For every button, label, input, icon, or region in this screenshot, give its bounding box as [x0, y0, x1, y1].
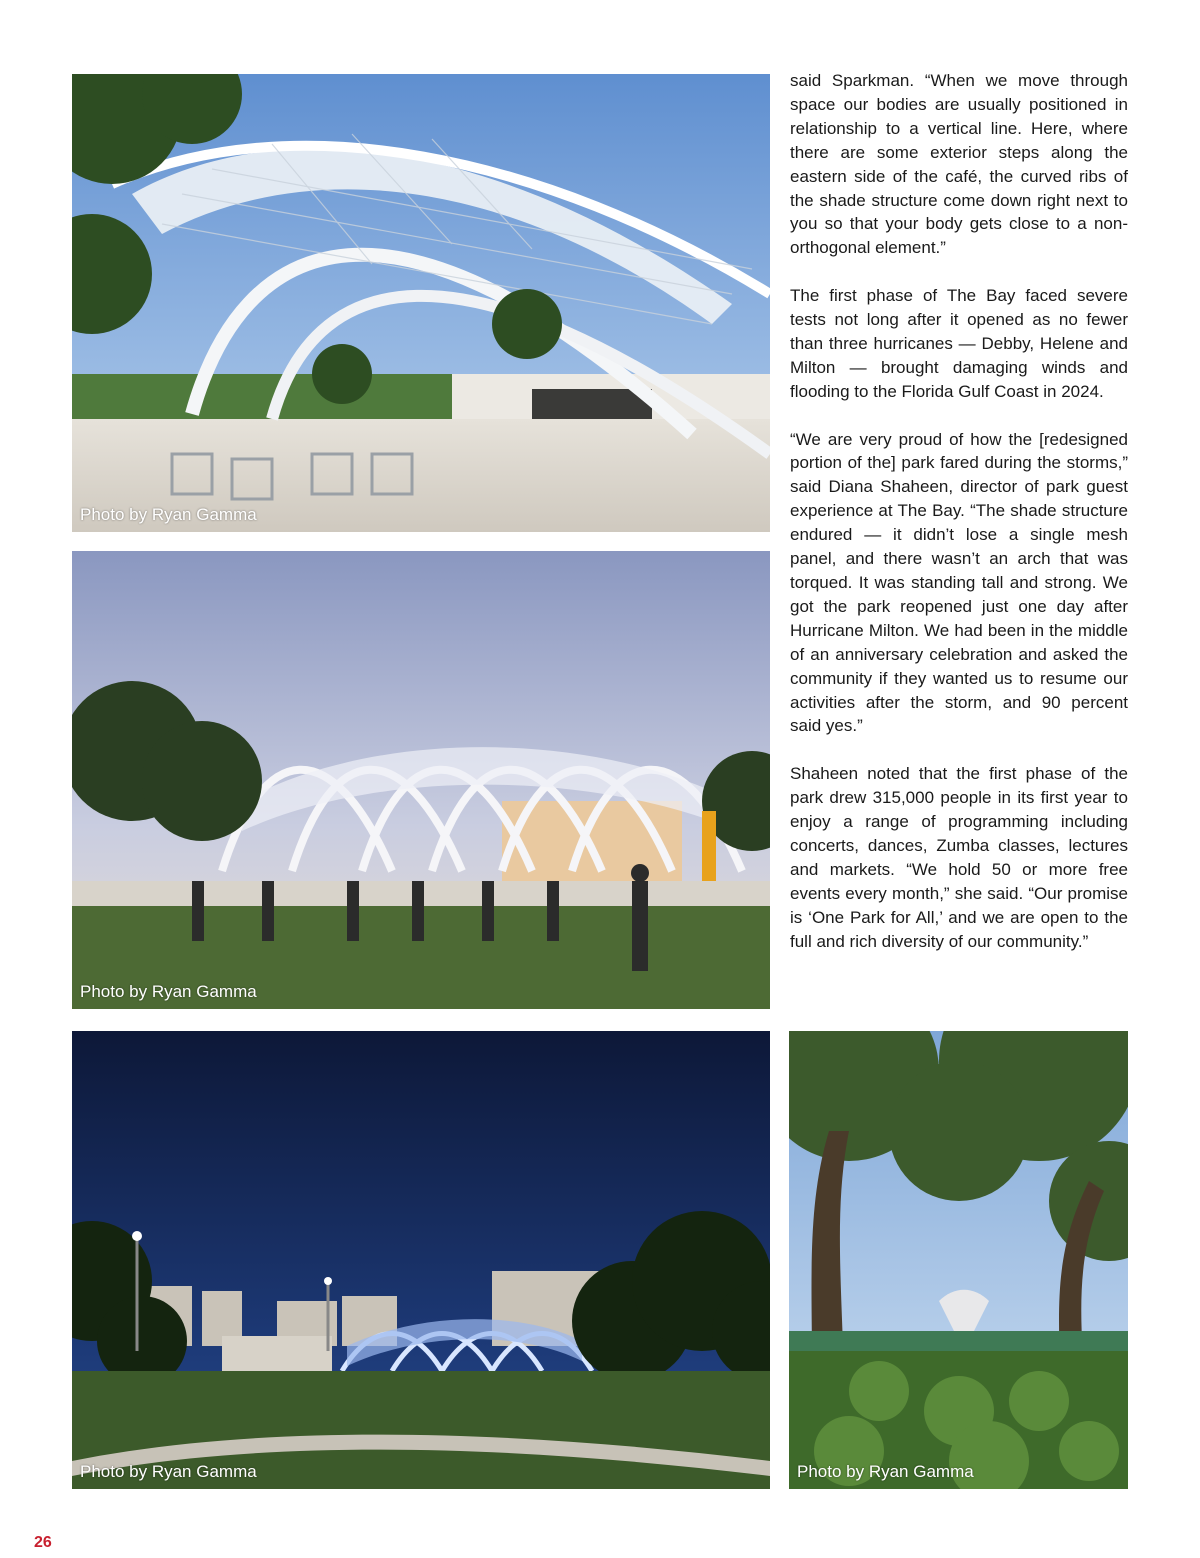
article-body [790, 69, 1128, 977]
page-number: 26 [34, 1534, 52, 1551]
photo-credit: Photo by Ryan Gamma [80, 982, 257, 1001]
photo-trees-sculpture [789, 1031, 1128, 1489]
photo-credit: Photo by Ryan Gamma [80, 1462, 257, 1481]
article-paragraph: The first phase of The Bay faced severe tests not long after it opened as no fewer than three hurricanes — Debby, Helene and Milton — brought damaging winds and flooding to the Florida Gulf Coast in 2024. [790, 286, 1128, 401]
photo-credit: Photo by Ryan Gamma [80, 505, 257, 524]
article-paragraph: said Sparkman. “When we move through space our bodies are usually positioned in relationship to a vertical line. Here, where there are some exterior steps along the eastern side of the café, the curved ribs of the shade structure come down right next to you so that your body gets close to a non-orthogonal element.” [790, 71, 1128, 258]
photo-credit: Photo by Ryan Gamma [797, 1462, 974, 1481]
photo-yoga-image [72, 551, 770, 1009]
photo-cafe-image [72, 74, 770, 532]
photo-park-night [72, 1031, 770, 1489]
photo-cafe-shade-structure [72, 74, 770, 532]
photo-night-image [72, 1031, 770, 1489]
article-paragraph: Shaheen noted that the first phase of the park drew 315,000 people in its first year to enjoy a range of programming including concerts, dances, Zumba classes, lectures and markets. “We hold 50 or more free events every month,” she said. “Our promise is ‘One Park for All,’ and we are open to the full and rich diversity of our community.” [790, 764, 1128, 951]
article-paragraph: “We are very proud of how the [redesigned portion of the] park fared during the storms,” said Diana Shaheen, director of park guest experience at The Bay. “The shade structure endured — it didn’t lose a single mesh panel, and there wasn’t an arch that was torqued. It was standing tall and strong. We got the park reopened just one day after Hurricane Milton. We had been in the middle of an anniversary celebration and asked the community if they wanted us to resume our activities after the storm, and 90 percent said yes.” [790, 429, 1128, 736]
photo-yoga-dusk [72, 551, 770, 1009]
photo-trees-image [789, 1031, 1128, 1489]
